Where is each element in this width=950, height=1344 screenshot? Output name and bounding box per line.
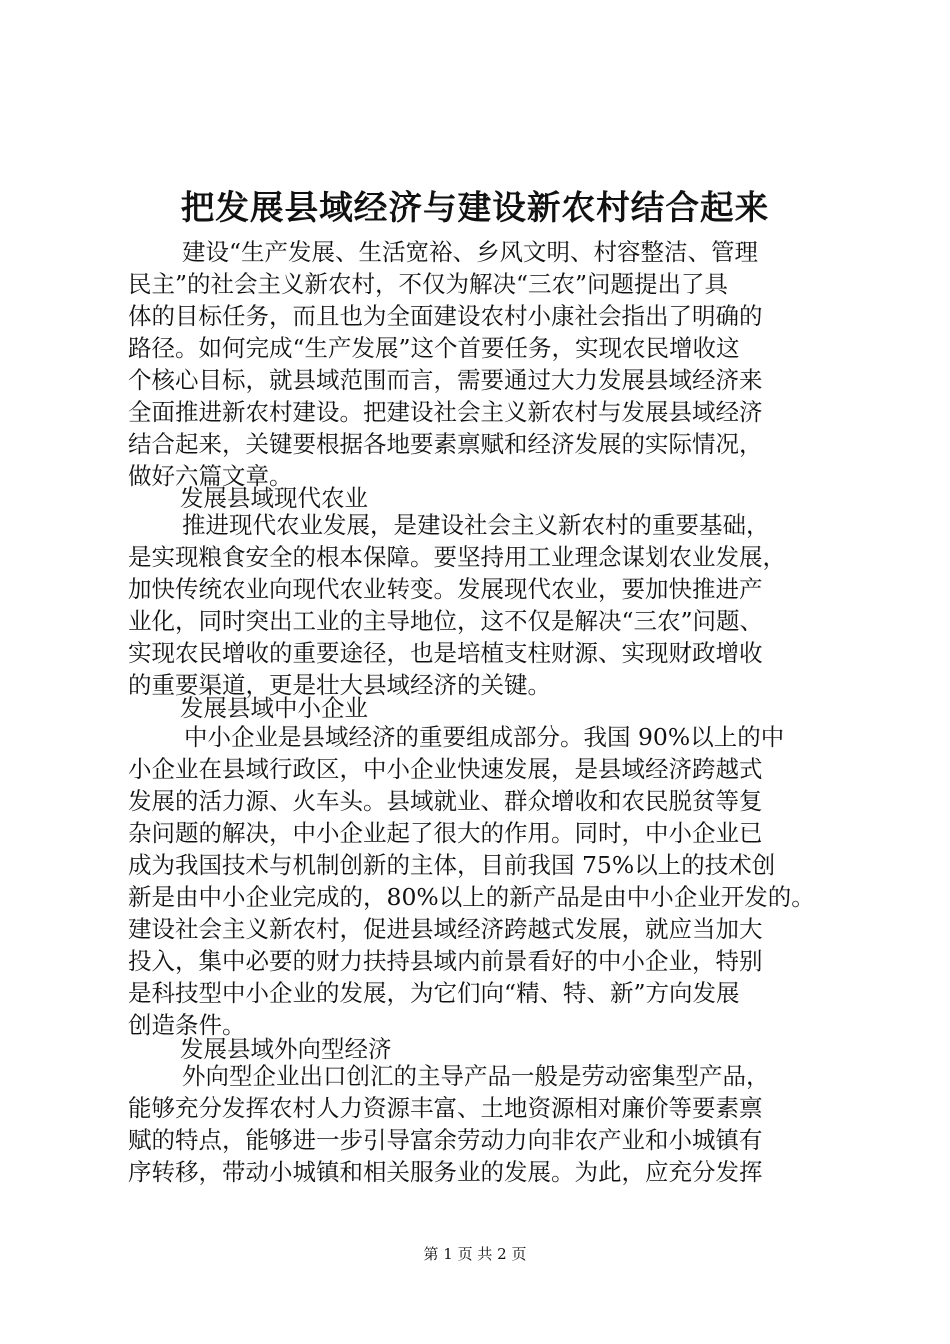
body-line: 杂问题的解决，中小企业起了很大的作用。同时，中小企业已 <box>128 819 763 847</box>
body-line: 体的目标任务，而且也为全面建设农村小康社会指出了明确的 <box>128 302 763 330</box>
body-line: 序转移，带动小城镇和相关服务业的发展。为此，应充分发挥 <box>128 1158 763 1186</box>
body-line: 赋的特点，能够进一步引导富余劳动力向非农产业和小城镇有 <box>128 1126 763 1154</box>
document-title: 把发展县域经济与建设新农村结合起来 <box>180 187 770 227</box>
body-line: 实现农民增收的重要途径，也是培植支柱财源、实现财政增收 <box>128 639 763 667</box>
body-line: 创造条件。 <box>128 1011 246 1039</box>
body-line: 民主”的社会主义新农村，不仅为解决“三农”问题提出了具 <box>128 270 729 298</box>
body-line: 结合起来，关键要根据各地要素禀赋和经济发展的实际情况， <box>128 430 763 458</box>
body-line: 建设社会主义新农村，促进县域经济跨越式发展，就应当加大 <box>128 915 763 943</box>
body-line: 小企业在县域行政区，中小企业快速发展，是县域经济跨越式 <box>128 755 763 783</box>
body-line: 发展的活力源、火车头。县域就业、群众增收和农民脱贫等复 <box>128 787 763 815</box>
body-line: 建设“生产发展、生活宽裕、乡风文明、村容整洁、管理 <box>182 238 759 266</box>
section-heading: 发展县域中小企业 <box>180 694 368 722</box>
body-line: 推进现代农业发展，是建设社会主义新农村的重要基础， <box>182 511 770 539</box>
body-line: 个核心目标，就县域范围而言，需要通过大力发展县域经济来 <box>128 366 763 394</box>
body-line: 路径。如何完成“生产发展”这个首要任务，实现农民增收这 <box>128 334 740 362</box>
body-line: 做好六篇文章。 <box>128 462 293 490</box>
body-line: 是实现粮食安全的根本保障。要坚持用工业理念谋划农业发展， <box>128 543 786 571</box>
page-number: 第 1 页 共 2 页 <box>423 1245 527 1263</box>
body-line: 业化，同时突出工业的主导地位，这不仅是解决“三农”问题、 <box>128 607 764 635</box>
body-line: 加快传统农业向现代农业转变。发展现代农业，要加快推进产 <box>128 575 763 603</box>
body-line: 投入，集中必要的财力扶持县域内前景看好的中小企业，特别 <box>128 947 763 975</box>
section-heading: 发展县域现代农业 <box>180 484 368 512</box>
body-line: 新是由中小企业完成的，80%以上的新产品是由中小企业开发的。 <box>128 883 815 911</box>
body-line: 成为我国技术与机制创新的主体，目前我国 75%以上的技术创 <box>128 851 776 879</box>
body-line: 外向型企业出口创汇的主导产品一般是劳动密集型产品， <box>182 1062 770 1090</box>
body-line: 能够充分发挥农村人力资源丰富、土地资源相对廉价等要素禀 <box>128 1094 763 1122</box>
section-heading: 发展县域外向型经济 <box>180 1035 392 1063</box>
body-line: 全面推进新农村建设。把建设社会主义新农村与发展县域经济 <box>128 398 763 426</box>
body-line: 的重要渠道，更是壮大县域经济的关键。 <box>128 671 551 699</box>
body-line: 中小企业是县域经济的重要组成部分。我国 90%以上的中 <box>184 723 785 751</box>
body-line: 是科技型中小企业的发展，为它们向“精、特、新”方向发展 <box>128 979 740 1007</box>
